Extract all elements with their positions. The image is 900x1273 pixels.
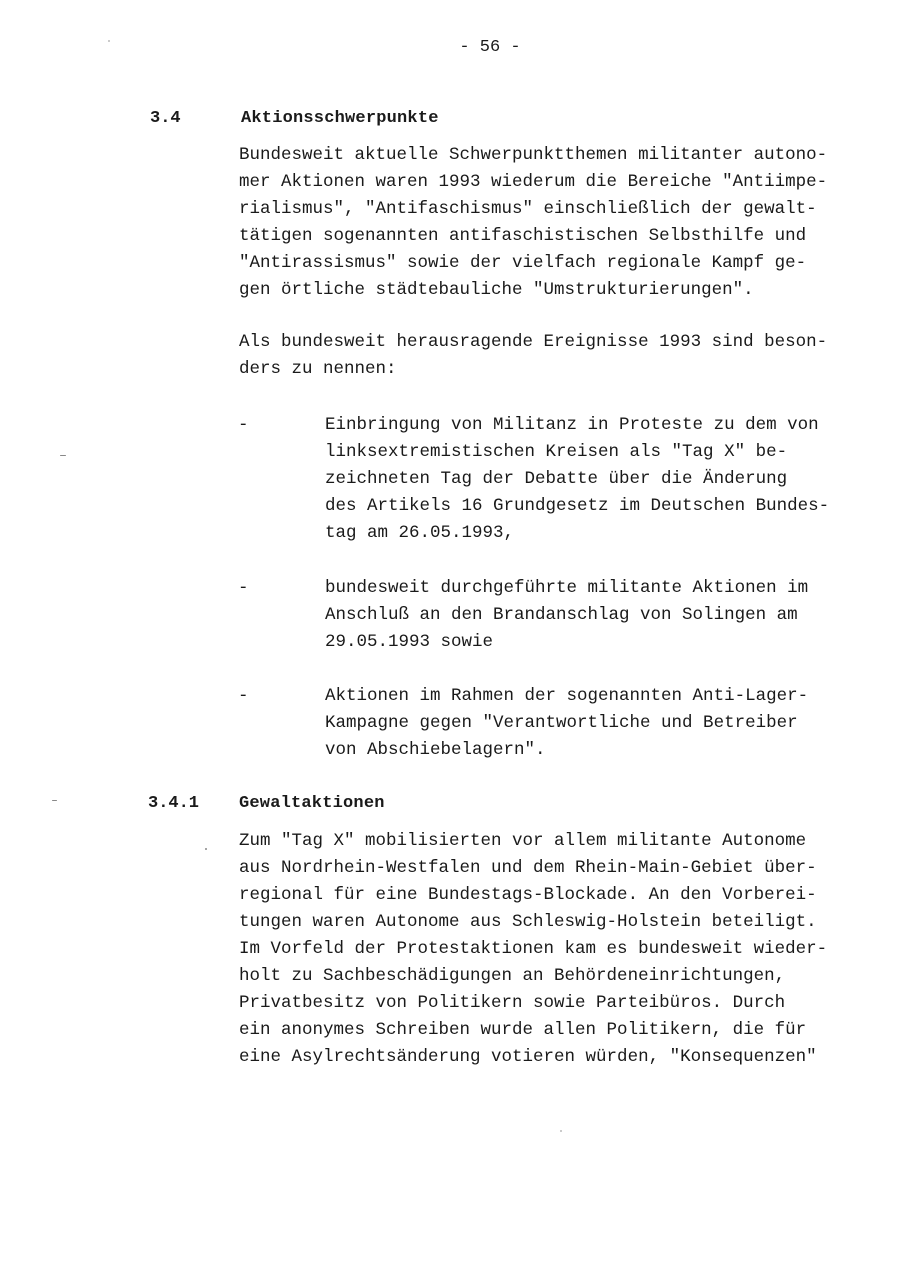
paragraph-schwerpunktthemen (239, 142, 859, 304)
text-line: zeichneten Tag der Debatte über die Änderung (325, 469, 788, 489)
bullet-dash: - (238, 415, 249, 435)
text-line: ders zu nennen: (239, 359, 397, 379)
bullet-item-tag-x (325, 412, 865, 547)
paragraph-ereignisse (239, 329, 859, 383)
scan-speck (205, 848, 207, 850)
page-number: - 56 - (459, 38, 521, 57)
text-line: "Antirassismus" sowie der vielfach regionale Kampf ge- (239, 253, 807, 273)
text-line: Als bundesweit herausragende Ereignisse 1993 sind beson- (239, 332, 828, 352)
text-line: Zum "Tag X" mobilisierten vor allem militante Autonome (239, 831, 807, 851)
text-line: Privatbesitz von Politikern sowie Parteibüros. Durch (239, 993, 786, 1013)
scan-speck (52, 800, 57, 801)
text-line: linksextremistischen Kreisen als "Tag X" be- (325, 442, 788, 462)
bullet-dash: - (238, 578, 249, 598)
scan-speck (560, 1130, 562, 1132)
text-line: Anschluß an den Brandanschlag von Solingen am (325, 605, 798, 625)
text-line: Im Vorfeld der Protestaktionen kam es bundesweit wieder- (239, 939, 828, 959)
section-title-aktionsschwerpunkte: Aktionsschwerpunkte (241, 109, 439, 128)
text-line: bundesweit durchgeführte militante Aktionen im (325, 578, 809, 598)
paragraph-gewaltaktionen (239, 828, 859, 1071)
text-line: Einbringung von Militanz in Proteste zu dem von (325, 415, 819, 435)
section-title-gewaltaktionen: Gewaltaktionen (239, 794, 385, 813)
bullet-dash: - (238, 686, 249, 706)
text-line: regional für eine Bundestags-Blockade. An den Vorberei- (239, 885, 817, 905)
text-line: gen örtliche städtebauliche "Umstrukturierungen". (239, 280, 754, 300)
text-line: mer Aktionen waren 1993 wiederum die Bereiche "Antiimpe- (239, 172, 828, 192)
section-number-3-4: 3.4 (150, 109, 181, 128)
scan-speck (108, 40, 110, 42)
text-line: rialismus", "Antifaschismus" einschließlich der gewalt- (239, 199, 817, 219)
text-line: ein anonymes Schreiben wurde allen Politikern, die für (239, 1020, 807, 1040)
bullet-item-solingen (325, 575, 865, 656)
text-line: 29.05.1993 sowie (325, 632, 494, 652)
text-line: Kampagne gegen "Verantwortliche und Betreiber (325, 713, 798, 733)
text-line: des Artikels 16 Grundgesetz im Deutschen Bundes- (325, 496, 830, 516)
text-line: tätigen sogenannten antifaschistischen Selbsthilfe und (239, 226, 807, 246)
bullet-item-anti-lager (325, 683, 865, 764)
text-line: von Abschiebelagern". (325, 740, 546, 760)
text-line: eine Asylrechtsänderung votieren würden, "Konsequenzen" (239, 1047, 817, 1067)
text-line: tag am 26.05.1993, (325, 523, 515, 543)
text-line: tungen waren Autonome aus Schleswig-Holstein beteiligt. (239, 912, 817, 932)
section-number-3-4-1: 3.4.1 (148, 794, 200, 813)
text-line: aus Nordrhein-Westfalen und dem Rhein-Main-Gebiet über- (239, 858, 817, 878)
text-line: Bundesweit aktuelle Schwerpunktthemen militanter autono- (239, 145, 828, 165)
text-line: Aktionen im Rahmen der sogenannten Anti-Lager- (325, 686, 809, 706)
scan-speck (60, 455, 66, 456)
text-line: holt zu Sachbeschädigungen an Behördeneinrichtungen, (239, 966, 786, 986)
